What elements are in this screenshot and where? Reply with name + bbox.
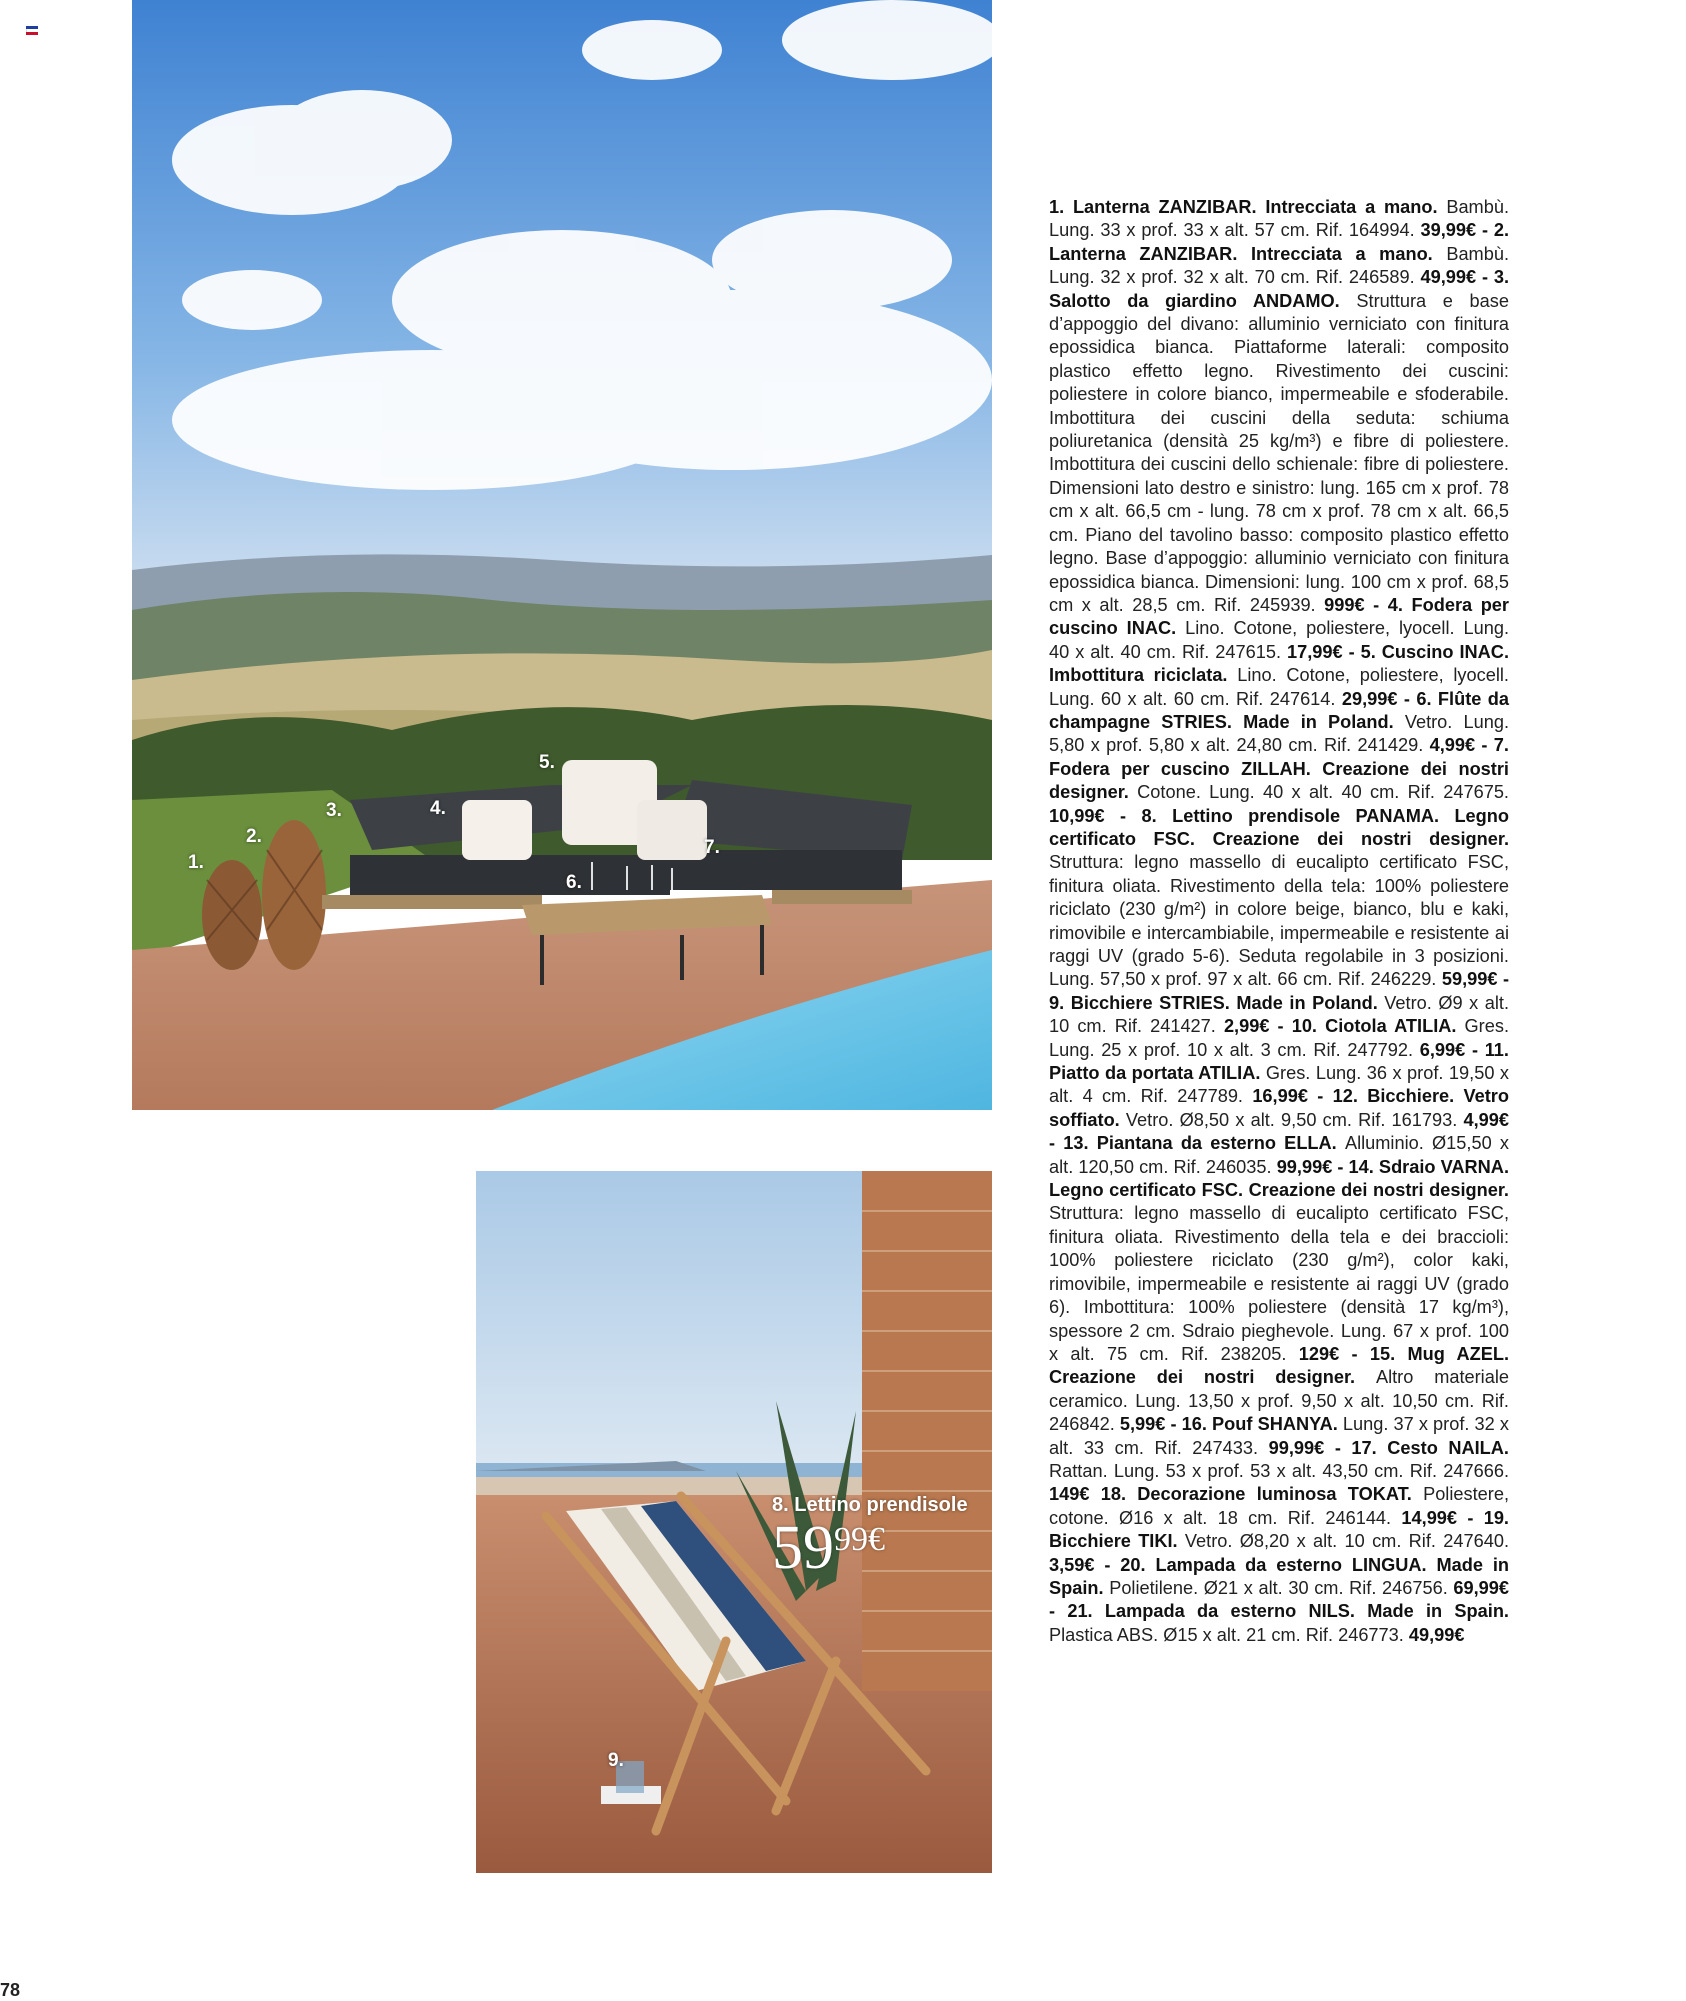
description-run: Lino. Cotone, poliestere, lyocell. Lung. 40 x alt. 40 cm. Rif. 247615.	[1049, 618, 1510, 662]
description-run: Vetro. Ø8,50 x alt. 9,50 cm. Rif. 161793.	[1125, 1109, 1464, 1130]
description-run: Altro materiale ceramico. Lung. 13,50 x prof. 9,50 x alt. 10,50 cm. Rif. 246842.	[1049, 1367, 1509, 1435]
price-tag-lettino	[772, 1494, 968, 1582]
callout-7: 7.	[704, 837, 720, 858]
callout-1: 1.	[188, 852, 204, 873]
description-bold-run: 149€ 18. Decorazione luminosa TOKAT.	[1049, 1484, 1424, 1505]
page-number: 78	[0, 1980, 21, 2000]
description-bold-run: 49,99€ - 3. Salotto da giardino ANDAMO.	[1049, 267, 1509, 311]
description-bold-run: 6,99€ - 11. Piatto da portata ATILIA.	[1049, 1039, 1509, 1084]
price-decimal: 99€	[834, 1521, 885, 1558]
description-run: Struttura e base d’appoggio del divano: alluminio verniciato con finitura epossidica bianca. Piattaforme laterali: composito plastico effetto legno. Rivestimento dei cuscini: poliestere in colore bianco, impermeabile e sfoderabile. Imbottitura dei cuscini della seduta: schiuma poliuretanica (densità 25 kg/m³) e fibre di poliestere. Imbottitura dei cuscini dello schienale: fibre di poliestere. Dimensioni lato destro e sinistro: lung. 165 cm x prof. 78 cm x alt. 66,5 cm - lung. 78 cm x prof. 78 cm x alt. 66,5 cm. Piano del tavolino basso: composito plastico effetto legno. Base d’appoggio: alluminio verniciato con finitura epossidica bianca. Dimensioni: lung. 100 cm x prof. 68,5 cm x alt. 28,5 cm. Rif. 245939.	[1049, 290, 1509, 615]
flag-stripe-red	[26, 32, 38, 35]
description-run: Rattan. Lung. 53 x prof. 53 x alt. 43,50 cm. Rif. 247666.	[1049, 1460, 1509, 1481]
description-bold-run: 129€ - 15. Mug AZEL. Creazione dei nostri designer.	[1049, 1343, 1510, 1388]
description-bold-run: 39,99€ - 2. Lanterna ZANZIBAR. Intrecciata a mano.	[1049, 220, 1509, 264]
description-bold-run: 29,99€ - 6. Flûte da champagne STRIES. Made in Poland.	[1049, 688, 1510, 732]
description-run: Polietilene. Ø21 x alt. 30 cm. Rif. 246756.	[1109, 1577, 1454, 1598]
price-tag-price	[772, 1514, 885, 1582]
description-run: Cotone. Lung. 40 x alt. 40 cm. Rif. 247675.	[1137, 782, 1509, 803]
description-bold-run: 5,99€ - 16. Pouf SHANYA.	[1119, 1414, 1343, 1435]
description-bold-run: 999€ - 4. Fodera per cuscino INAC.	[1049, 594, 1509, 639]
description-run: Vetro. Lung. 5,80 x prof. 5,80 x alt. 24,80 cm. Rif. 241429.	[1049, 711, 1509, 756]
description-run: Alluminio. Ø15,50 x alt. 120,50 cm. Rif. 246035.	[1049, 1133, 1509, 1177]
flag-icon	[26, 26, 38, 35]
description-run: Bambù. Lung. 32 x prof. 32 x alt. 70 cm. Rif. 246589.	[1049, 243, 1509, 288]
description-run: Struttura: legno massello di eucalipto certificato FSC, finitura oliata. Rivestimento della tela: 100% poliestere riciclato (230 g/m²) in colore beige, bianco, blu e kaki, rimovibile e intercambiabile, impermeabile e resistente ai raggi UV (grado 5-6). Seduta regolabile in 3 posizioni. Lung. 57,50 x prof. 97 x alt. 66 cm. Rif. 246229.	[1049, 852, 1509, 990]
description-bold-run: 1. Lanterna ZANZIBAR. Intrecciata a mano.	[1049, 197, 1447, 217]
garden-lounge-scene	[132, 0, 992, 1110]
callout-4: 4.	[430, 798, 446, 819]
description-bold-run: 4,99€ - 7. Fodera per cuscino ZILLAH. Creazione dei nostri designer.	[1049, 735, 1509, 803]
description-run: Plastica ABS. Ø15 x alt. 21 cm. Rif. 246773.	[1049, 1624, 1409, 1645]
description-bold-run: 17,99€ - 5. Cuscino INAC. Imbottitura riciclata.	[1049, 641, 1509, 686]
description-bold-run: 16,99€ - 12. Bicchiere. Vetro soffiato.	[1049, 1086, 1509, 1130]
description-bold-run: 59,99€ - 9. Bicchiere STRIES. Made in Poland.	[1049, 969, 1509, 1013]
description-run: Vetro. Ø8,20 x alt. 10 cm. Rif. 247640.	[1184, 1531, 1509, 1552]
price-tag-label: 8. Lettino prendisole	[772, 1494, 968, 1516]
description-run: Gres. Lung. 25 x prof. 10 x alt. 3 cm. Rif. 247792.	[1049, 1016, 1509, 1060]
description-bold-run: 4,99€ - 13. Piantana da esterno ELLA.	[1049, 1109, 1509, 1154]
description-bold-run: 69,99€ - 21. Lampada da esterno NILS. Made in Spain.	[1049, 1577, 1509, 1622]
callout-5: 5.	[539, 752, 555, 773]
callout-2: 2.	[246, 826, 262, 847]
description-bold-run: 14,99€ - 19. Bicchiere TIKI.	[1049, 1507, 1509, 1552]
product-description	[1049, 196, 1509, 1647]
description-run: Poliestere, cotone. Ø16 x alt. 18 cm. Rif. 246144.	[1049, 1484, 1509, 1528]
callout-6: 6.	[566, 872, 582, 893]
photo-garden-lounge	[132, 0, 992, 1110]
description-bold-run: 2,99€ - 10. Ciotola ATILIA.	[1223, 1016, 1465, 1037]
description-bold-run: 3,59€ - 20. Lampada da esterno LINGUA. Made in Spain.	[1049, 1554, 1509, 1598]
description-run: Vetro. Ø9 x alt. 10 cm. Rif. 241427.	[1049, 992, 1510, 1037]
description-run: Struttura: legno massello di eucalipto certificato FSC, finitura oliata. Rivestimento della tela e dei braccioli: 100% poliestere riciclato (230 g/m²), color kaki, rimovibile, impermeabile e resistente ai raggi UV (grado 6). Imbottitura: 100% poliestere (densità 17 kg/m³), spessore 2 cm. Sdraio pieghevole. Lung. 67 x prof. 100 x alt. 75 cm. Rif. 238205.	[1049, 1203, 1509, 1364]
description-bold-run: 10,99€ - 8. Lettino prendisole PANAMA. Legno certificato FSC. Creazione dei nostri designer.	[1049, 805, 1509, 849]
callout-3: 3.	[326, 800, 342, 821]
callout-9: 9.	[608, 1750, 624, 1771]
description-run: Gres. Lung. 36 x prof. 19,50 x alt. 4 cm. Rif. 247789.	[1049, 1063, 1509, 1107]
description-bold-run: 49,99€	[1408, 1624, 1465, 1645]
description-run: Bambù. Lung. 33 x prof. 33 x alt. 57 cm. Rif. 164994.	[1049, 197, 1509, 241]
description-bold-run: 99,99€ - 17. Cesto NAILA.	[1268, 1437, 1509, 1458]
description-run: Lino. Cotone, poliestere, lyocell. Lung. 60 x alt. 60 cm. Rif. 247614.	[1049, 665, 1509, 709]
description-run: Lung. 37 x prof. 32 x alt. 33 cm. Rif. 247433.	[1049, 1414, 1509, 1458]
description-bold-run: 99,99€ - 14. Sdraio VARNA. Legno certificato FSC. Creazione dei nostri designer.	[1049, 1156, 1509, 1201]
price-whole: 59	[772, 1514, 834, 1582]
